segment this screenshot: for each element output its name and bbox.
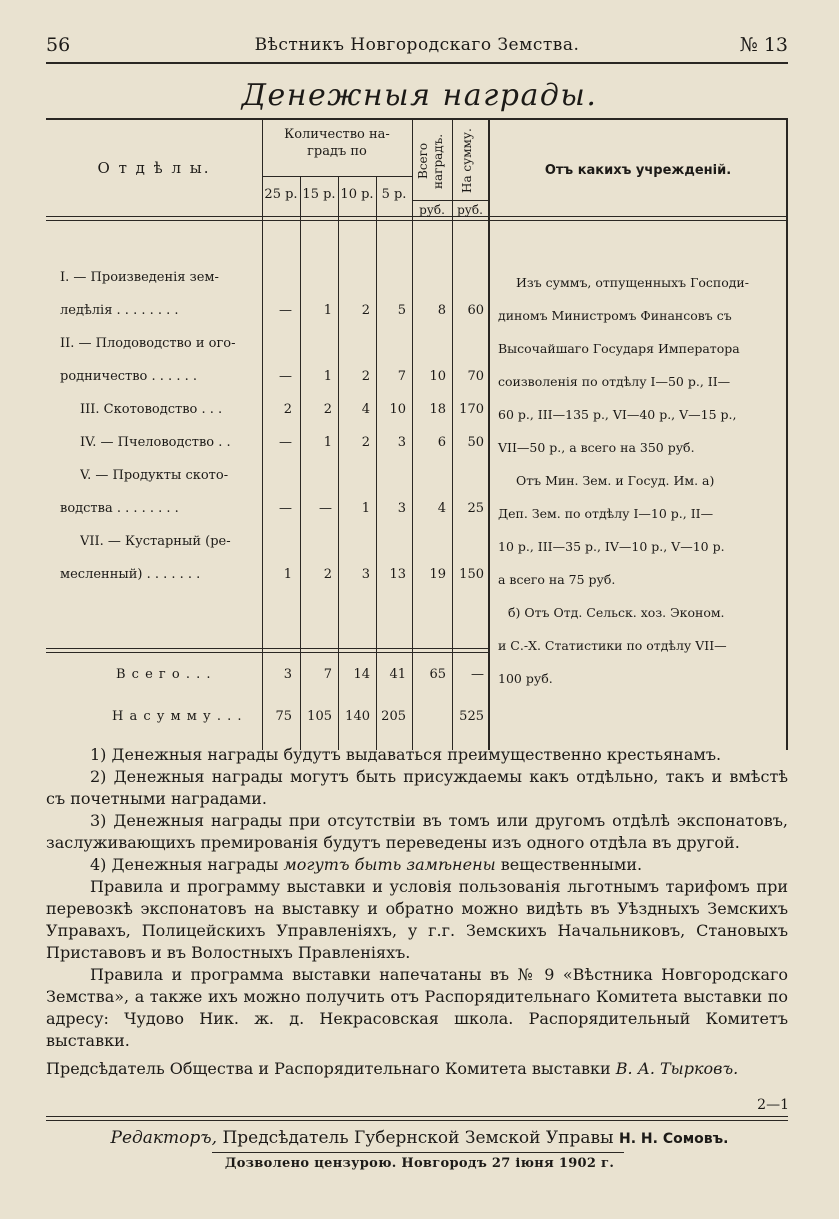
awards-table: [46, 118, 788, 750]
sum-sum: 525: [459, 709, 484, 724]
dept-2-sum: 70: [467, 369, 484, 384]
header-rule: [46, 62, 788, 64]
note-2: 2) Денежныя награды могутъ быть присуждаемы какъ отдѣльно, такъ и вмѣстѣ съ почетными наградами.: [46, 767, 788, 808]
note-4: [46, 854, 788, 876]
dept-3-total: 18: [429, 402, 446, 417]
inst-line: 60 р., III—135 р., VI—40 р., V—15 р.,: [498, 407, 737, 422]
dept-6-v10: 3: [361, 567, 370, 582]
sum-header: На сумму.: [460, 128, 474, 194]
editor-line: [0, 1128, 839, 1148]
inst-line: VII—50 р., а всего на 350 руб.: [498, 440, 695, 455]
dept-2-total: 10: [429, 369, 446, 384]
dept-5-v5: 3: [397, 501, 406, 516]
dept-3-v10: 4: [361, 402, 370, 417]
note-4-start: 4) Денежныя награды: [90, 855, 284, 874]
total-v5: 41: [389, 667, 406, 682]
dept-4-sum: 50: [467, 435, 484, 450]
table-top-rule: [46, 118, 788, 120]
signature-name: В. А. Тырковъ.: [615, 1059, 739, 1078]
dept-1-v10: 2: [361, 303, 370, 318]
dept-1-line1: I. — Произведенія зем-: [60, 270, 219, 285]
sum-v10: 140: [345, 709, 370, 724]
dept-3-v25: 2: [283, 402, 292, 417]
institutions-header: Отъ какихъ учрежденій.: [544, 163, 732, 178]
running-header: [46, 34, 788, 60]
inst-line: 100 руб.: [498, 671, 553, 686]
inst-line: 10 р., III—35 р., IV—10 р., V—10 р.: [498, 539, 725, 554]
editor-label: Редакторъ,: [110, 1128, 218, 1148]
dept-4-v25: —: [279, 435, 292, 450]
footer-rule-top: [46, 1116, 788, 1117]
notes-body: [46, 744, 788, 1080]
inst-line: Деп. Зем. по отдѣлу I—10 р., II—: [498, 506, 714, 521]
denom-10-header: 10 р.: [340, 187, 374, 202]
denom-15-header: 15 р.: [302, 187, 336, 202]
dept-1-v5: 5: [397, 303, 406, 318]
col-line-7: [488, 118, 490, 750]
dept-1-v25: —: [279, 303, 292, 318]
dept-1-v15: 1: [323, 303, 332, 318]
dept-6-v5: 13: [389, 567, 406, 582]
dept-6-v15: 2: [323, 567, 332, 582]
note-4-end: вещественными.: [495, 855, 643, 874]
note-4-italic: могутъ быть замѣнены: [283, 855, 496, 874]
dept-6-line2: месленный) . . . . . . .: [60, 567, 201, 582]
subheader-rule: [262, 176, 412, 177]
dept-5-v10: 1: [361, 501, 370, 516]
dept-2-v25: —: [279, 369, 292, 384]
inst-line: б) Отъ Отд. Сельск. хоз. Эконом.: [508, 605, 725, 620]
totals-rule: [46, 648, 488, 649]
total-v15: 7: [323, 667, 332, 682]
dept-2-v10: 2: [361, 369, 370, 384]
paragraph-rules-location: Правила и программу выставки и условія пользованія льготнымъ тарифомъ при перевозкѣ экспонатовъ на выставку и обратно можно видѣть въ Уѣздныхъ Земскихъ Управахъ, Полицейскихъ Управленіяхъ, у г.г. Земскихъ Начальниковъ, Становыхъ Приставовъ и въ Волостныхъ Правленіяхъ.: [46, 877, 788, 962]
header-divider-2: [46, 220, 788, 221]
dept-6-sum: 150: [459, 567, 484, 582]
dept-5-total: 4: [437, 501, 446, 516]
dept-6-line1: VII. — Кустарный (ре-: [80, 534, 231, 549]
sum-v5: 205: [381, 709, 406, 724]
dept-6-total: 19: [429, 567, 446, 582]
signature-line: [46, 1058, 788, 1080]
total-sum: —: [471, 667, 484, 682]
dept-3-v15: 2: [323, 402, 332, 417]
dept-5-sum: 25: [467, 501, 484, 516]
issue-number: № 13: [739, 34, 788, 56]
dept-1-sum: 60: [467, 303, 484, 318]
page-number: 56: [46, 34, 71, 56]
dept-5-line2: водства . . . . . . . .: [60, 501, 179, 516]
sum-v25: 75: [275, 709, 292, 724]
denom-25-header: 25 р.: [264, 187, 298, 202]
dept-2-line2: родничество . . . . . .: [60, 369, 197, 384]
dept-2-v5: 7: [397, 369, 406, 384]
dept-5-line1: V. — Продукты ското-: [80, 468, 229, 483]
note-3: 3) Денежныя награды при отсутствіи въ томъ или другомъ отдѣлѣ экспонатовъ, заслуживающихъ премированія будутъ переведены изъ одного отдѣла въ другой.: [46, 811, 788, 852]
dept-3-line2: III. Скотоводство . . .: [80, 402, 223, 417]
signature-text: Предсѣдатель Общества и Распорядительнаго Комитета выставки: [46, 1059, 616, 1078]
quantity-header: Количество на- градъ по: [284, 127, 390, 159]
footer-rule-top-2: [46, 1120, 788, 1121]
sum-unit: руб.: [457, 203, 483, 217]
inst-line: Отъ Мин. Зем. и Госуд. Им. а): [516, 473, 715, 488]
total-unit: руб.: [419, 203, 445, 217]
sum-v15: 105: [307, 709, 332, 724]
editor-title: Предсѣдатель Губернской Земской Управы: [217, 1128, 619, 1148]
inst-line: Высочайшаго Государя Императора: [498, 341, 740, 356]
dept-1-total: 8: [437, 303, 446, 318]
censor-line: Дозволено цензурою. Новгородъ 27 іюня 1902 г.: [224, 1156, 615, 1171]
unit-rule: [412, 200, 488, 201]
sum-row-label: Н а с у м м у . . .: [112, 709, 243, 724]
totals-rule-2: [46, 652, 488, 653]
dept-3-sum: 170: [459, 402, 484, 417]
total-row-label: В с е г о . . .: [116, 667, 212, 682]
note-1: 1) Денежныя награды будутъ выдаваться преимущественно крестьянамъ.: [90, 745, 722, 764]
inst-line: а всего на 75 руб.: [498, 572, 616, 587]
total-total: 65: [429, 667, 446, 682]
sequence-mark: 2—1: [757, 1097, 789, 1113]
dept-4-v10: 2: [361, 435, 370, 450]
denom-5-header: 5 р.: [381, 187, 407, 202]
dept-2-line1: II. — Плодоводство и ого-: [60, 336, 236, 351]
dept-5-v25: —: [279, 501, 292, 516]
total-v10: 14: [353, 667, 370, 682]
dept-4-total: 6: [437, 435, 446, 450]
section-title: Денежныя награды.: [241, 78, 598, 113]
dept-3-v5: 10: [389, 402, 406, 417]
dept-4-line2: IV. — Пчеловодство . .: [80, 435, 231, 450]
editor-name: Н. Н. Сомовъ.: [619, 1131, 729, 1147]
inst-line: Изъ суммъ, отпущенныхъ Господи-: [516, 275, 749, 290]
dept-1-line2: ледѣлія . . . . . . . .: [60, 303, 179, 318]
journal-title: Вѣстникъ Новгородскаго Земства.: [254, 35, 580, 55]
dept-4-v5: 3: [397, 435, 406, 450]
total-v25: 3: [283, 667, 292, 682]
total-awards-header: Всего наградъ.: [416, 133, 445, 189]
footer-rule-mid: [212, 1152, 624, 1153]
inst-line: соизволенія по отдѣлу I—50 р., II—: [498, 374, 731, 389]
departments-header: О т д ѣ л ы.: [97, 159, 211, 177]
inst-line: и С.-Х. Статистики по отдѣлу VII—: [498, 638, 727, 653]
dept-5-v15: —: [319, 501, 332, 516]
inst-line: диномъ Министромъ Финансовъ съ: [498, 308, 732, 323]
dept-2-v15: 1: [323, 369, 332, 384]
dept-6-v25: 1: [283, 567, 292, 582]
paragraph-rules-print: Правила и программа выставки напечатаны въ № 9 «Вѣстника Новгородскаго Земства», а также ихъ можно получить отъ Распорядительнаго Комитета выставки по адресу: Чудово Ник. ж. д. Некрасовская школа. Распорядительный Комитетъ выставки.: [46, 965, 788, 1050]
dept-4-v15: 1: [323, 435, 332, 450]
